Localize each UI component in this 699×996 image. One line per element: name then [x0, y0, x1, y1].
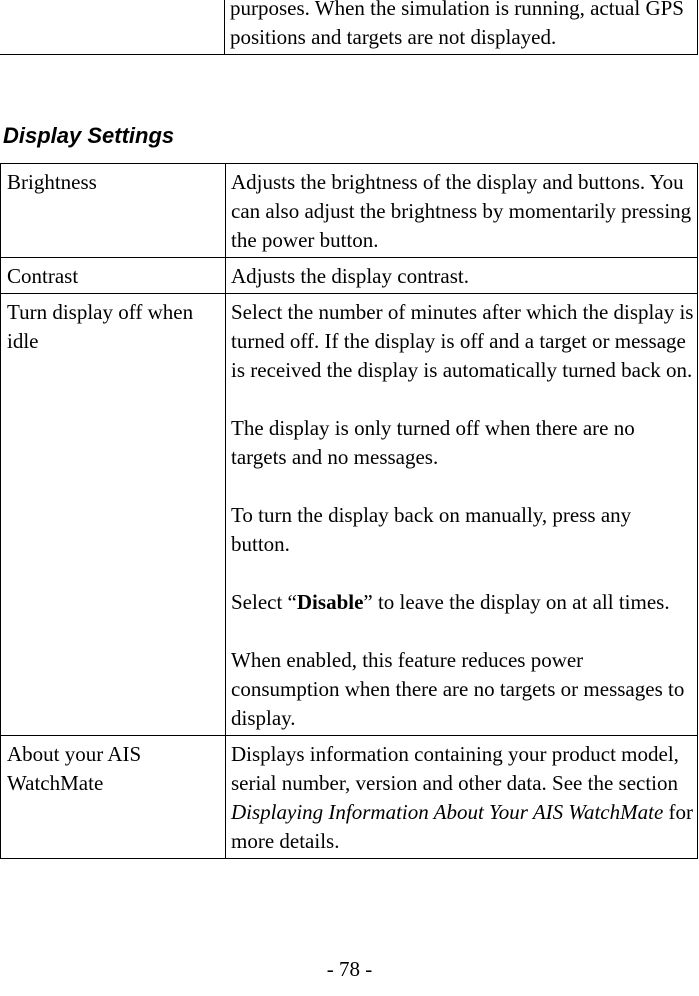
setting-description-cell — [226, 164, 698, 258]
description-paragraph: When enabled, this feature reduces power consumption when there are no targets or messages to display. — [231, 648, 685, 730]
table-row — [1, 258, 698, 294]
table-row — [0, 0, 698, 55]
description-paragraph: Adjusts the brightness of the display and buttons. You can also adjust the brightness by momentarily pressing the power button. — [231, 170, 692, 252]
description-paragraph — [231, 740, 695, 856]
setting-description-cell — [226, 294, 698, 736]
setting-description-cell — [225, 0, 698, 55]
text-run: for more details. — [231, 800, 694, 853]
setting-description-cell — [226, 736, 698, 859]
description-paragraph: To turn the display back on manually, press any button. — [231, 503, 632, 556]
description-paragraph: Select the number of minutes after which the display is turned off. If the display is off and a target or message is received the display is automatically turned back on. — [231, 300, 694, 382]
continued-settings-table — [0, 0, 698, 55]
table-row — [1, 164, 698, 258]
text-run: Displays information containing your product model, serial number, version and other data. See the section — [231, 742, 679, 795]
section-heading: Display Settings — [3, 123, 175, 148]
setting-name-cell: Brightness — [1, 164, 226, 258]
table-row — [1, 736, 698, 859]
setting-name-cell: Turn display off when idle — [1, 294, 226, 736]
table-row — [1, 294, 698, 736]
setting-name-cell — [0, 0, 225, 55]
description-paragraph: Adjusts the display contrast. — [231, 264, 469, 288]
display-settings-table — [0, 163, 698, 859]
section-reference: Displaying Information About Your AIS WatchMate — [231, 800, 664, 824]
setting-name-cell: Contrast — [1, 258, 226, 294]
setting-name-cell: About your AIS WatchMate — [1, 736, 226, 859]
description-paragraph: purposes. When the simulation is running, actual GPS positions and targets are not displayed. — [230, 0, 684, 49]
text-run: ” to leave the display on at all times. — [363, 590, 670, 614]
text-run: Select “ — [231, 590, 297, 614]
description-paragraph: The display is only turned off when there are no targets and no messages. — [231, 416, 635, 469]
page-number: - 78 - — [326, 957, 373, 981]
disable-option-label: Disable — [296, 590, 364, 614]
setting-description-cell — [226, 258, 698, 294]
description-paragraph — [231, 588, 695, 617]
